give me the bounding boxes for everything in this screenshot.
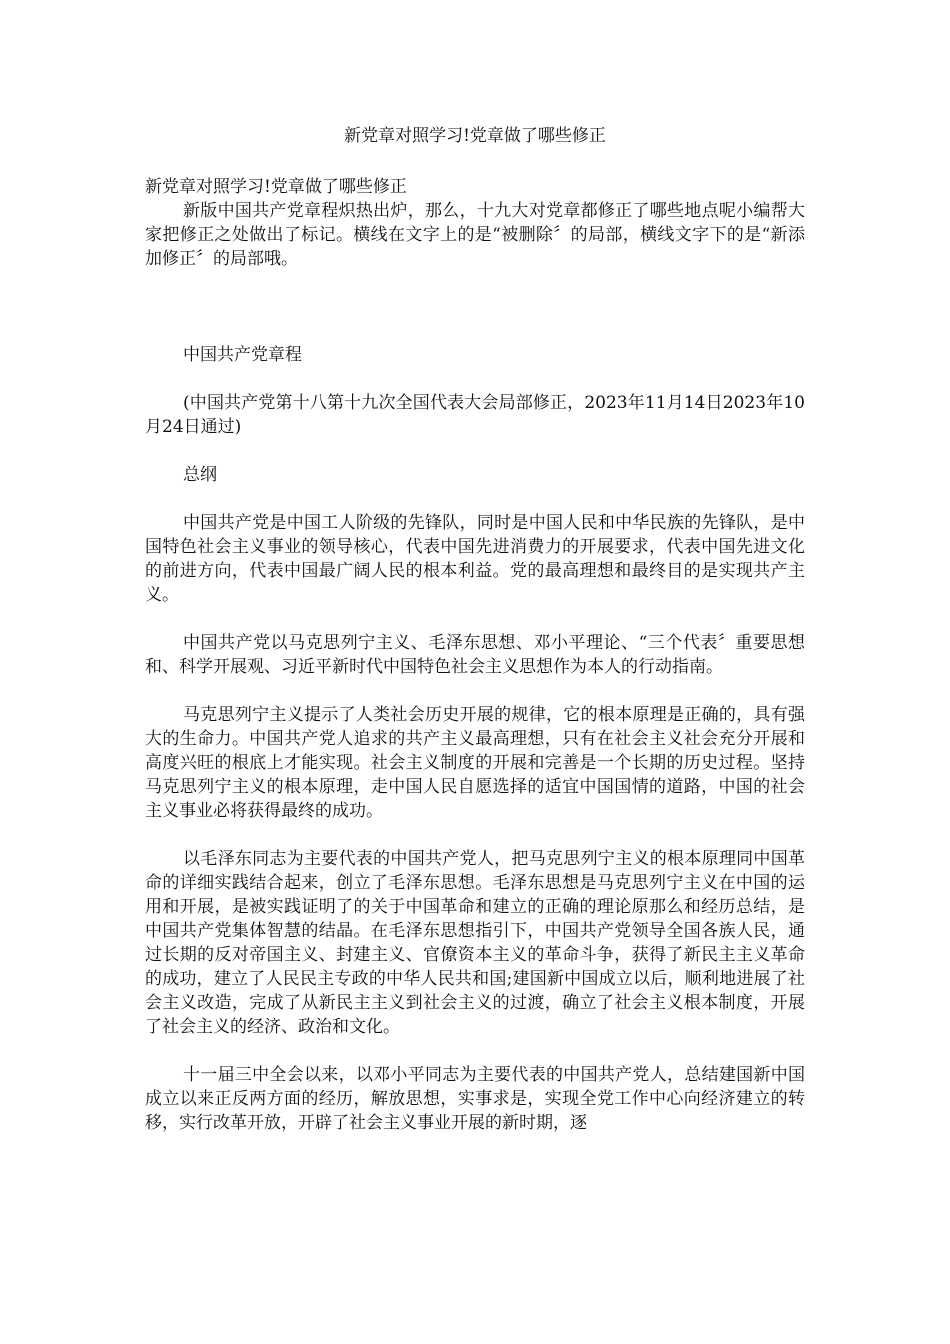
body-paragraph: 十一届三中全会以来，以邓小平同志为主要代表的中国共产党人，总结建国新中国成立以来正反两方面的经历，解放思想，实事求是，实现全党工作中心向经济建立的转移，实行改革开放，开辟了社会主义事业开展的新时期，逐: [145, 1065, 805, 1133]
section-heading: 总纲: [183, 465, 217, 485]
body-paragraph: 中国共产党以马克思列宁主义、毛泽东思想、邓小平理论、“三个代表〞重要思想和、科学开展观、习近平新时代中国特色社会主义思想作为本人的行动指南。: [145, 633, 805, 677]
adoption-note: (中国共产党第十八第十九次全国代表大会局部修正，2023年11月14日2023年10月24日通过): [145, 393, 805, 437]
intro-paragraph: 新版中国共产党章程炽热出炉，那么，十九大对党章都修正了哪些地点呢小编帮大家把修正之处做出了标记。横线在文字上的是“被删除〞的局部，横线文字下的是“新添加修正〞的局部哦。: [145, 201, 805, 269]
body-paragraph: 以毛泽东同志为主要代表的中国共产党人，把马克思列宁主义的根本原理同中国革命的详细实践结合起来，创立了毛泽东思想。毛泽东思想是马克思列宁主义在中国的运用和开展，是被实践证明了的关于中国革命和建立的正确的理论原那么和经历总结，是中国共产党集体智慧的结晶。在毛泽东思想指引下，中国共产党领导全国各族人民，通过长期的反对帝国主义、封建主义、官僚资本主义的革命斗争，获得了新民主主义革命的成功，建立了人民民主专政的中华人民共和国;建国新中国成立以后，顺利地进展了社会主义改造，完成了从新民主主义到社会主义的过渡，确立了社会主义根本制度，开展了社会主义的经济、政治和文化。: [145, 849, 805, 1037]
body-paragraph: 马克思列宁主义提示了人类社会历史开展的规律，它的根本原理是正确的，具有强大的生命力。中国共产党人追求的共产主义最高理想，只有在社会主义社会充分开展和高度兴旺的根底上才能实现。社会主义制度的开展和完善是一个长期的历史过程。坚持马克思列宁主义的根本原理，走中国人民自愿选择的适宜中国国情的道路，中国的社会主义事业必将获得最终的成功。: [145, 705, 805, 821]
subtitle: 新党章对照学习!党章做了哪些修正: [145, 177, 407, 197]
document-body: [145, 175, 805, 1135]
document-title: 新党章对照学习!党章做了哪些修正: [344, 126, 606, 146]
charter-title: 中国共产党章程: [183, 345, 302, 365]
body-paragraph: 中国共产党是中国工人阶级的先锋队，同时是中国人民和中华民族的先锋队，是中国特色社会主义事业的领导核心，代表中国先进消费力的开展要求，代表中国先进文化的前进方向，代表中国最广阔人民的根本利益。党的最高理想和最终目的是实现共产主义。: [145, 513, 805, 605]
